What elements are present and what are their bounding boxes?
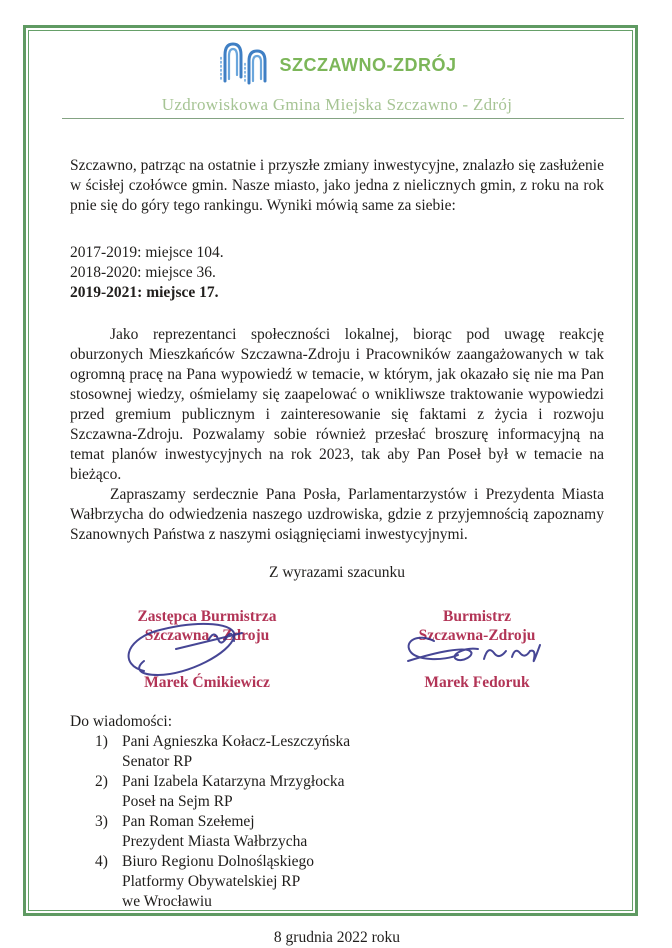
letter-page xyxy=(29,31,632,946)
ranking-list xyxy=(70,243,604,303)
signature-title: Zastępca Burmistrza xyxy=(137,608,277,625)
ranking-line: 2018-2020: miejsce 36. xyxy=(70,264,216,281)
cc-item xyxy=(95,852,604,912)
cc-item-number: 3) xyxy=(95,813,108,830)
cc-item-lines xyxy=(122,852,314,912)
cc-item-name: Pan Roman Szełemej xyxy=(122,813,255,830)
ranking-line-latest: 2019-2021: miejsce 17. xyxy=(70,284,219,301)
cc-item-role-line2: we Wrocławiu xyxy=(122,893,212,910)
cc-item-name: Biuro Regionu Dolnośląskiego xyxy=(122,853,315,870)
spa-arches-icon xyxy=(218,41,270,90)
cc-section xyxy=(70,712,604,912)
cc-item-lines xyxy=(122,812,307,852)
cc-label: Do wiadomości: xyxy=(70,713,173,730)
signature-row xyxy=(70,607,604,691)
cc-item-name: Pani Agnieszka Kołacz-Leszczyńska xyxy=(122,733,351,750)
closing-salutation: Z wyrazami szacunku xyxy=(269,564,405,581)
cc-item-number: 1) xyxy=(95,733,108,750)
paragraph-appeal: Jako reprezentanci społeczności lokalnej, biorąc pod uwagę reakcję oburzonych Mieszkańców Szczawna-Zdroju i Pracowników zaangażowanych w tak ogromną pracę na Pana wypowiedź w temacie, w którym, jak okazało się nie ma Pan stosownej wiedzy, ośmielamy się zaapelować o wnikliwsze traktowanie wypowiedzi przed gremium publicznym i zainteresowanie się faktami z życia i rozwoju Szczawna-Zdroju. Pozwalamy sobie również przesłać broszurę informacyjną na temat planów inwestycyjnych na rok 2023, tak aby Pan Poseł był w temacie na bieżąco. xyxy=(70,326,604,483)
logo-wordmark: SZCZAWNO-ZDRÓJ xyxy=(279,54,457,75)
signature-block-mayor xyxy=(382,607,572,691)
signature-name: Marek Fedoruk xyxy=(424,674,530,691)
signature-name: Marek Ćmikiewicz xyxy=(144,674,270,691)
letter-date: 8 grudnia 2022 roku xyxy=(273,929,401,946)
cc-item-lines xyxy=(122,732,350,772)
cc-item xyxy=(95,732,604,772)
cc-item xyxy=(95,812,604,852)
cc-item-name: Pani Izabela Katarzyna Mrzygłocka xyxy=(122,773,345,790)
cc-item-role: Poseł na Sejm RP xyxy=(122,793,233,810)
cc-item-number: 2) xyxy=(95,773,108,790)
paragraph-intro: Szczawno, patrząc na ostatnie i przyszłe zmiany inwestycyjne, znalazło się zasłużenie w ścisłej czołówce gmin. Nasze miasto, jako jedna z nielicznych gmin, z roku na rok pnie się do góry tego rankingu. Wyniki mówią same za siebie: xyxy=(70,157,604,214)
signature-title-line2: Szczawna-Zdroju xyxy=(418,627,536,644)
cc-item-role: Platformy Obywatelskiej RP xyxy=(122,873,301,890)
cc-item-role: Prezydent Miasta Wałbrzycha xyxy=(122,833,308,850)
cc-item-number: 4) xyxy=(95,853,108,870)
cc-item-role: Senator RP xyxy=(122,753,193,770)
signature-block-deputy-mayor xyxy=(112,607,302,691)
municipality-logo xyxy=(70,43,604,87)
letterhead-divider xyxy=(62,118,624,119)
cc-list xyxy=(95,732,604,912)
paragraph-invitation: Zapraszamy serdecznie Pana Posła, Parlamentarzystów i Prezydenta Miasta Wałbrzycha do odwiedzenia naszego uzdrowiska, gdzie z przyjemnością zapoznamy Szanownych Państwa z naszymi osiągnięciami inwestycyjnymi. xyxy=(70,486,604,543)
cc-item-lines xyxy=(122,772,345,812)
cc-item xyxy=(95,772,604,812)
letterhead-title: Uzdrowiskowa Gmina Miejska Szczawno - Zdrój xyxy=(161,95,513,114)
signature-title-line2: Szczawna - Zdroju xyxy=(144,627,270,644)
ranking-line: 2017-2019: miejsce 104. xyxy=(70,244,224,261)
signature-title: Burmistrz xyxy=(442,608,511,625)
